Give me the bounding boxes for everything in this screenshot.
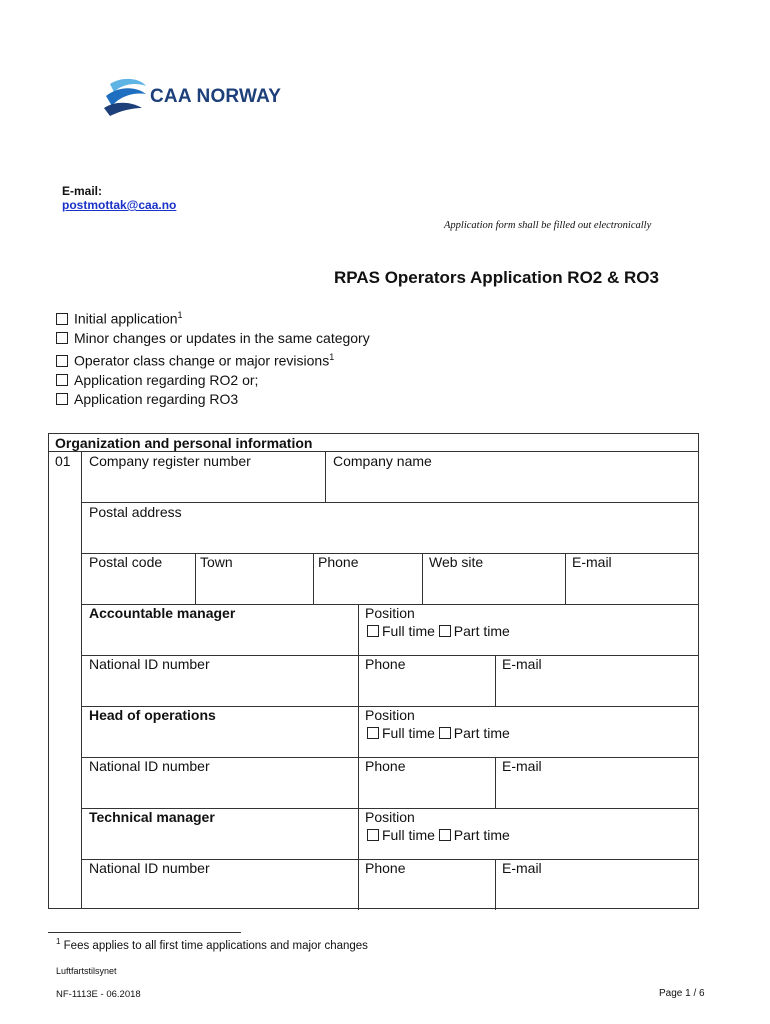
technical-manager-field[interactable]: Technical manager — [89, 809, 215, 825]
footer-organization: Luftfartstilsynet — [56, 966, 117, 976]
technical-manager-time-options — [367, 827, 510, 843]
footnote-ref: 1 — [329, 352, 335, 363]
accountable-manager-time-options — [367, 623, 510, 639]
email-link[interactable]: postmottak@caa.no — [62, 198, 177, 212]
footnote-marker: 1 — [56, 937, 61, 946]
web-site-field[interactable]: Web site — [429, 554, 484, 570]
head-of-operations-phone-field[interactable]: Phone — [365, 758, 406, 774]
head-of-operations-field[interactable]: Head of operations — [89, 707, 216, 723]
footnote-divider — [48, 932, 241, 933]
section-title: Organization and personal information — [55, 435, 313, 451]
technical-manager-id-field[interactable]: National ID number — [89, 860, 210, 876]
checkbox-box[interactable] — [56, 393, 68, 405]
checkbox-label: Application regarding RO2 or; — [74, 371, 259, 388]
checkbox-minor-changes[interactable] — [56, 329, 370, 348]
footer-page-number: Page 1 / 6 — [659, 988, 705, 999]
head-of-operations-position-label: Position — [365, 707, 415, 723]
technical-manager-position-label: Position — [365, 809, 415, 825]
checkbox-ro3[interactable] — [56, 390, 370, 409]
full-time-label: Full time — [382, 725, 435, 741]
full-time-label: Full time — [382, 827, 435, 843]
checkbox-box[interactable] — [56, 355, 68, 367]
electronic-note: Application form shall be filled out electronically — [444, 220, 652, 231]
checkbox-label: Minor changes or updates in the same category — [74, 329, 370, 346]
application-type-list — [56, 306, 370, 409]
section-number: 01 — [55, 453, 71, 469]
checkbox-box[interactable] — [56, 313, 68, 325]
footnote — [56, 937, 368, 952]
town-field[interactable]: Town — [200, 554, 233, 570]
company-phone-field[interactable]: Phone — [318, 554, 359, 570]
part-time-label: Part time — [453, 725, 510, 741]
organization-form — [48, 433, 699, 909]
company-email-field[interactable]: E-mail — [572, 554, 612, 570]
checkbox-label: Application regarding RO3 — [74, 391, 239, 408]
full-time-checkbox[interactable] — [367, 829, 379, 841]
technical-manager-email-field[interactable]: E-mail — [502, 860, 542, 876]
head-of-operations-email-field[interactable]: E-mail — [502, 758, 542, 774]
accountable-manager-field[interactable]: Accountable manager — [89, 605, 236, 621]
postal-code-field[interactable]: Postal code — [89, 554, 163, 570]
accountable-manager-email-field[interactable]: E-mail — [502, 656, 542, 672]
full-time-checkbox[interactable] — [367, 727, 379, 739]
checkbox-label: Operator class change or major revisions — [74, 352, 330, 369]
head-of-operations-time-options — [367, 725, 510, 741]
footer-form-code: NF-1113E - 06.2018 — [56, 989, 141, 1000]
technical-manager-phone-field[interactable]: Phone — [365, 860, 406, 876]
postal-address-field[interactable]: Postal address — [89, 504, 182, 520]
part-time-label: Part time — [453, 827, 510, 843]
accountable-manager-position-label: Position — [365, 605, 415, 621]
part-time-checkbox[interactable] — [439, 829, 451, 841]
part-time-checkbox[interactable] — [439, 727, 451, 739]
footnote-ref: 1 — [177, 310, 183, 320]
checkbox-box[interactable] — [56, 332, 68, 344]
company-name-field[interactable]: Company name — [333, 453, 432, 469]
footnote-text: Fees applies to all first time applications and major changes — [63, 939, 368, 952]
accountable-manager-phone-field[interactable]: Phone — [365, 656, 406, 672]
checkbox-initial-application[interactable] — [56, 306, 370, 329]
part-time-label: Part time — [453, 623, 510, 639]
checkbox-box[interactable] — [56, 374, 68, 386]
head-of-operations-id-field[interactable]: National ID number — [89, 758, 210, 774]
company-register-number-field[interactable]: Company register number — [89, 453, 251, 469]
swoosh-icon — [100, 74, 150, 124]
part-time-checkbox[interactable] — [439, 625, 451, 637]
logo-text: CAA NORWAY — [150, 86, 282, 107]
checkbox-class-change[interactable] — [56, 348, 370, 371]
full-time-checkbox[interactable] — [367, 625, 379, 637]
checkbox-ro2[interactable] — [56, 371, 370, 390]
accountable-manager-id-field[interactable]: National ID number — [89, 656, 210, 672]
full-time-label: Full time — [382, 623, 435, 639]
email-label: E-mail: — [62, 184, 103, 198]
caa-logo — [100, 74, 300, 124]
checkbox-label: Initial application — [74, 310, 178, 327]
page-title: RPAS Operators Application RO2 & RO3 — [334, 268, 659, 287]
